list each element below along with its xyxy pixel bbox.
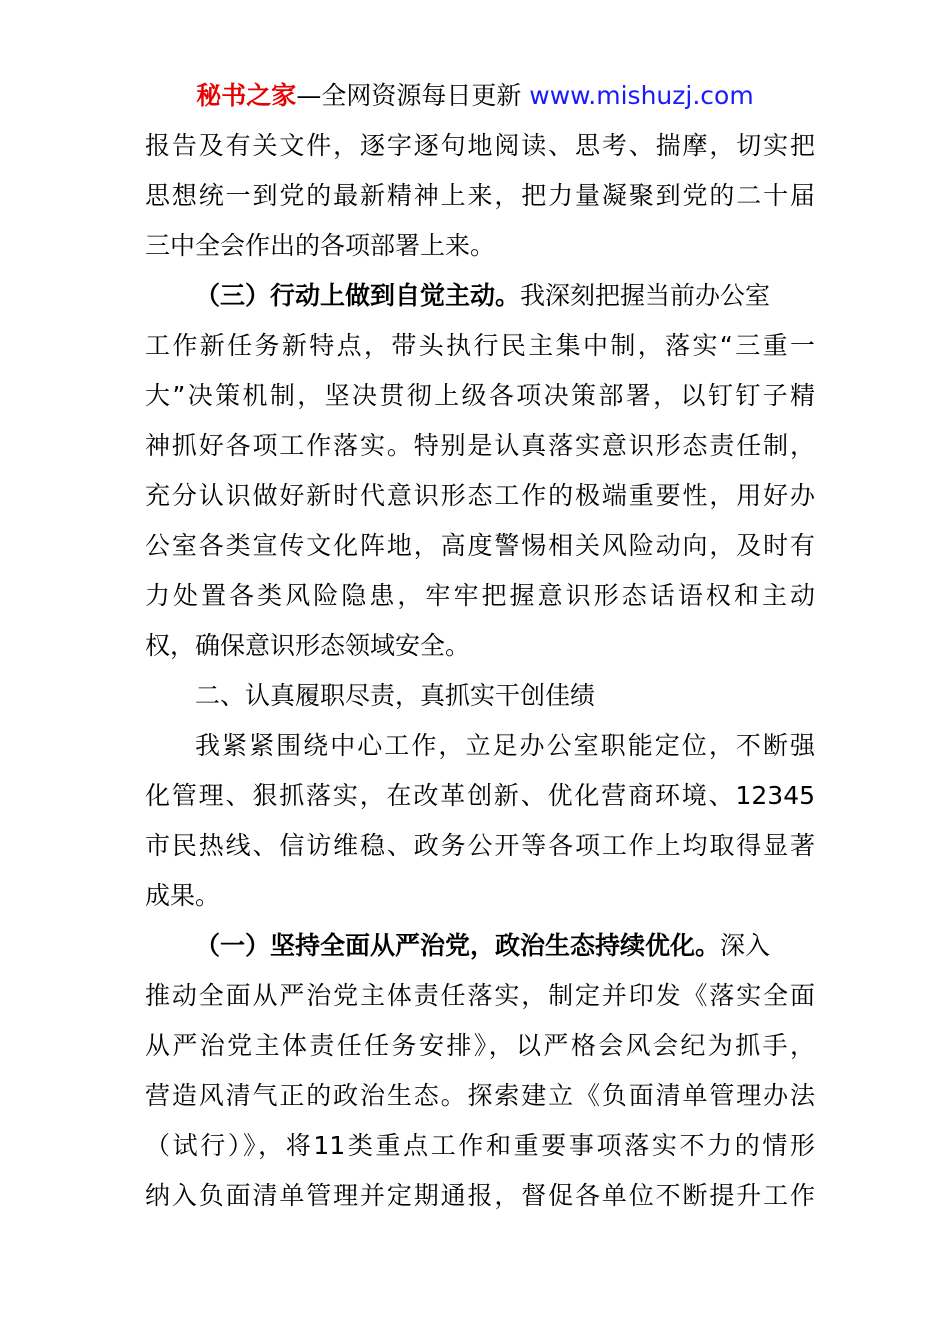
body-line-12: 我紧紧围绕中心工作，立足办公室职能定位，不断强 <box>195 731 815 760</box>
body-line-19: 营造风清气正的政治生态。探索建立《负面清单管理办法 <box>145 1081 815 1110</box>
body-line-14: 市民热线、信访维稳、政务公开等各项工作上均取得显著 <box>145 831 815 860</box>
header-url[interactable]: www.mishuzj.com <box>529 81 754 110</box>
body-line-15: 成果。 <box>145 881 221 910</box>
body-line-2: 思想统一到党的最新精神上来，把力量凝聚到党的二十届 <box>145 181 815 210</box>
body-line-1: 报告及有关文件，逐字逐句地阅读、思考、揣摩，切实把 <box>145 131 815 160</box>
body-line-6: 大”决策机制，坚决贯彻上级各项决策部署，以钉钉子精 <box>145 381 815 410</box>
header-slogan: —全网资源每日更新 <box>296 81 530 110</box>
body-line-7: 神抓好各项工作落实。特别是认真落实意识形态责任制， <box>145 431 815 460</box>
body-line-21: 纳入负面清单管理并定期通报，督促各单位不断提升工作 <box>145 1181 815 1210</box>
body-line-18: 从严治党主体责任任务安排》，以严格会风会纪为抓手， <box>145 1031 815 1060</box>
body-line-3: 三中全会作出的各项部署上来。 <box>145 231 496 260</box>
body-line-16 <box>195 921 815 971</box>
body-line-10: 力处置各类风险隐患，牢牢把握意识形态话语权和主动 <box>145 581 815 610</box>
site-header <box>0 78 950 114</box>
section-heading-2: 二、认真履职尽责，真抓实干创佳绩 <box>195 681 596 710</box>
subheading-1-text: 深入 <box>720 931 771 960</box>
body-line-20: （试行）》，将11类重点工作和重要事项落实不力的情形 <box>145 1131 815 1160</box>
body-line-11: 权，确保意识形态领域安全。 <box>145 631 471 660</box>
body-line-8: 充分认识做好新时代意识形态工作的极端重要性，用好办 <box>145 481 815 510</box>
body-line-9: 公室各类宣传文化阵地，高度警惕相关风险动向，及时有 <box>145 531 815 560</box>
body-line-17: 推动全面从严治党主体责任落实，制定并印发《落实全面 <box>145 981 815 1010</box>
body-line-13: 化管理、狠抓落实，在改革创新、优化营商环境、12345 <box>145 781 815 810</box>
body-line-5: 工作新任务新特点，带头执行民主集中制，落实“三重一 <box>145 331 815 360</box>
body-line-4 <box>195 271 815 321</box>
subheading-3-text: 我深刻把握当前办公室 <box>520 281 771 310</box>
subheading-3: （三）行动上做到自觉主动。 <box>195 281 521 310</box>
header-brand: 秘书之家 <box>196 81 297 110</box>
subheading-1: （一）坚持全面从严治党，政治生态持续优化。 <box>195 931 721 960</box>
